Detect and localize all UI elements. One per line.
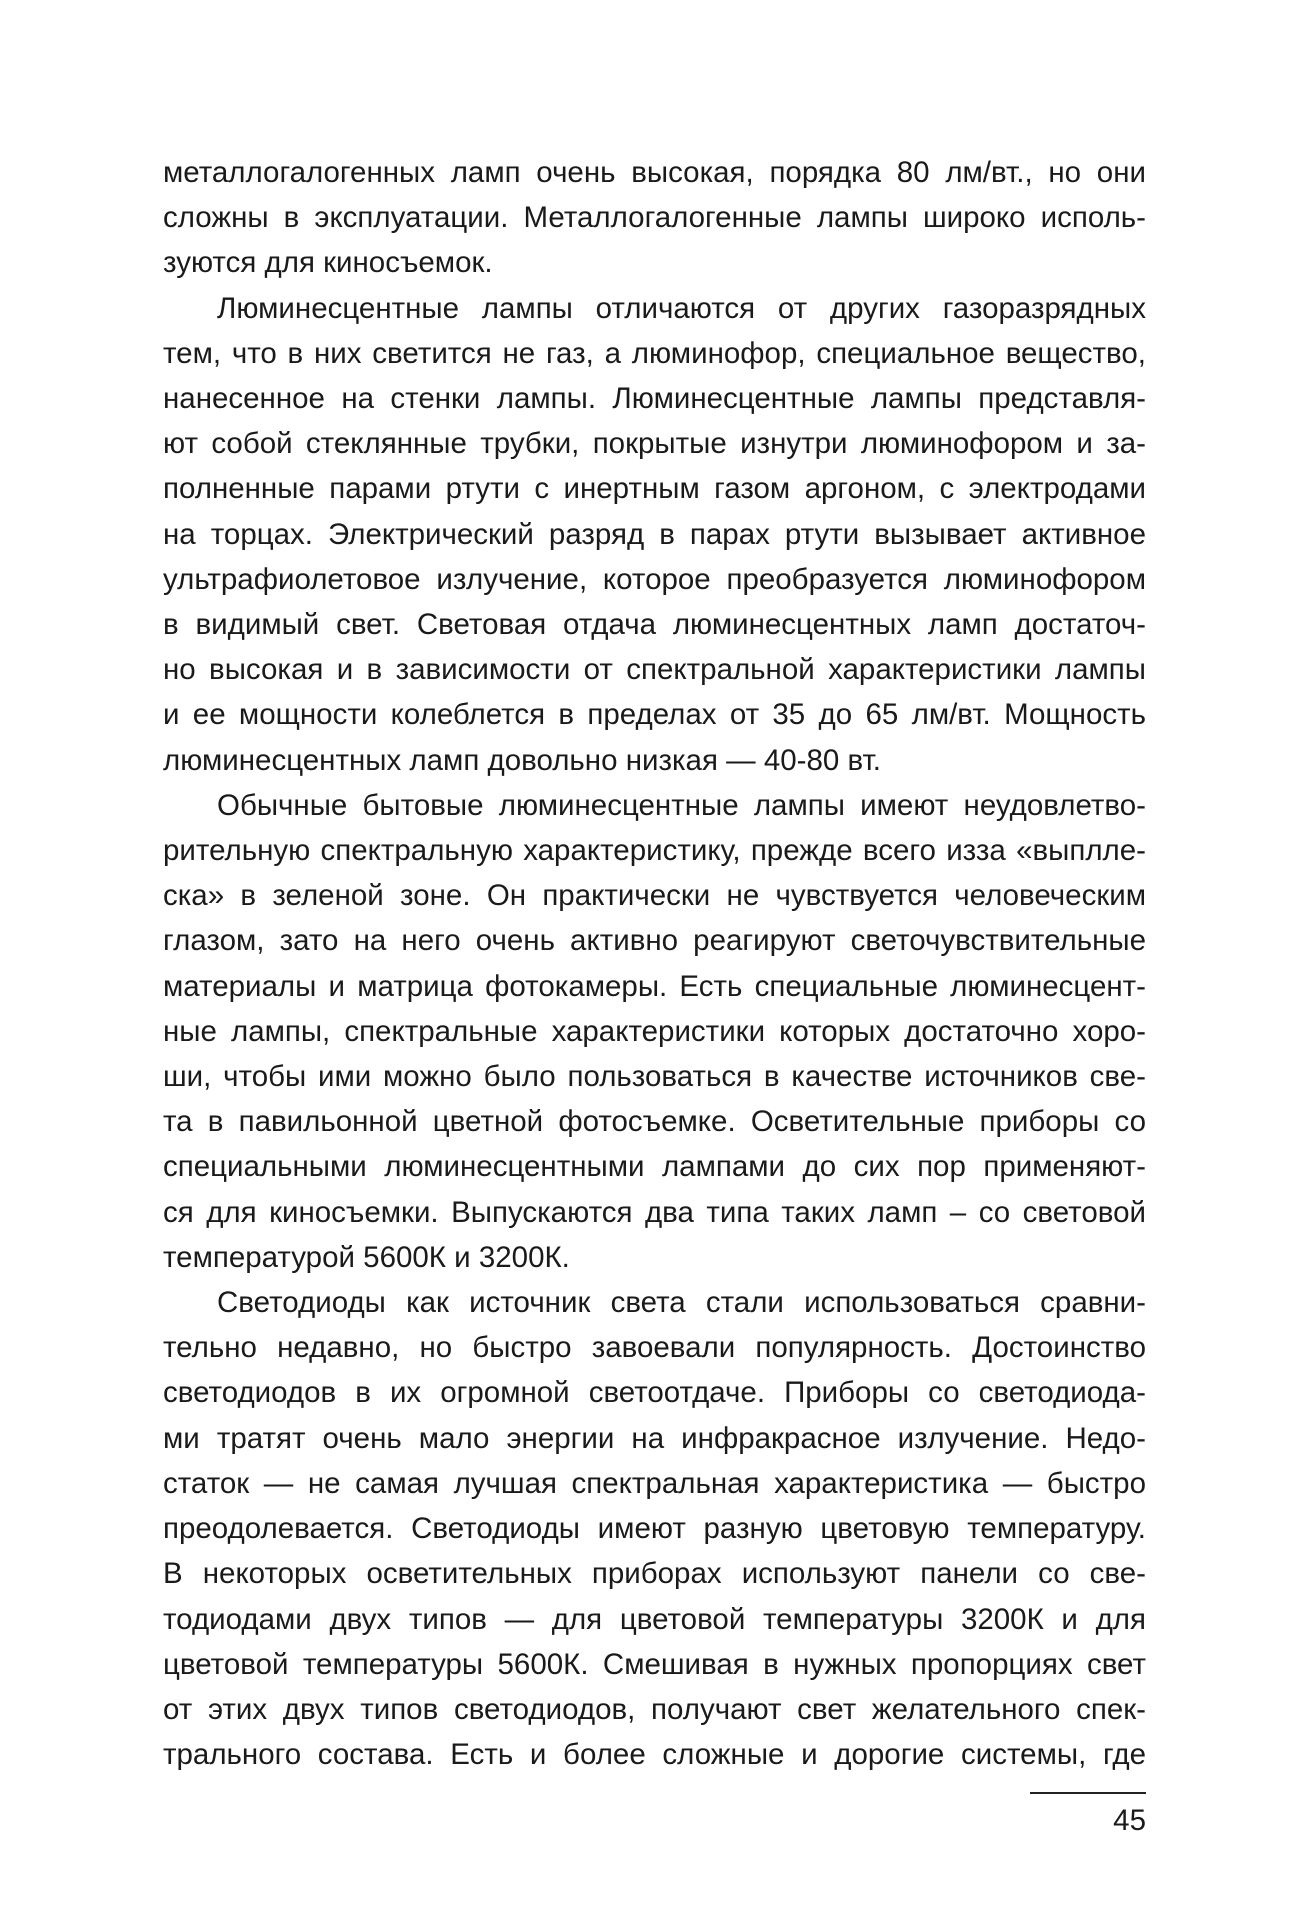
text-line: преодолевается. Светодиоды имеют разную цветовую температуру.: [163, 1512, 1146, 1546]
text-line: материалы и матрица фотокамеры. Есть специальные люминесцент-: [163, 969, 1146, 1003]
page-number: 45: [1113, 1804, 1146, 1837]
text-line: в видимый свет. Световая отдача люминесцентных ламп достаточ-: [163, 608, 1146, 642]
text-line: Обычные бытовые люминесцентные лампы имеют неудовлетво-: [217, 788, 1146, 822]
paragraph-2: [163, 286, 1146, 783]
text-line: ные лампы, спектральные характеристики которых достаточно хоро-: [163, 1014, 1146, 1048]
text-line: статок — не самая лучшая спектральная характеристика — быстро: [163, 1466, 1146, 1500]
text-line: от этих двух типов светодиодов, получают свет желательного спек-: [163, 1692, 1146, 1726]
footer-rule: [1030, 1792, 1146, 1794]
text-line: зуются для киносъемок.: [163, 246, 493, 280]
text-line: Светодиоды как источник света стали использоваться сравни-: [217, 1286, 1146, 1320]
page-body: [163, 150, 1146, 1777]
text-line: ми тратят очень мало энергии на инфракрасное излучение. Недо-: [163, 1421, 1146, 1455]
text-line: полненные парами ртути с инертным газом аргоном, с электродами: [163, 472, 1146, 506]
text-line: ска» в зеленой зоне. Он практически не чувствуется человеческим: [163, 879, 1146, 913]
text-line: ся для киносъемки. Выпускаются два типа таких ламп – со световой: [163, 1195, 1146, 1229]
text-line: но высокая и в зависимости от спектральной характеристики лампы: [163, 653, 1146, 687]
text-line: та в павильонной цветной фотосъемке. Осветительные приборы со: [163, 1105, 1146, 1139]
text-line: нанесенное на стенки лампы. Люминесцентные лампы представля-: [163, 382, 1146, 416]
text-line: В некоторых осветительных приборах используют панели со све-: [163, 1557, 1146, 1591]
text-line: ультрафиолетовое излучение, которое преобразуется люминофором: [163, 562, 1146, 596]
paragraph-3: [163, 783, 1146, 1280]
text-line: люминесцентных ламп довольно низкая — 40-80 вт.: [163, 743, 881, 777]
text-line: на торцах. Электрический разряд в парах ртути вызывает активное: [163, 517, 1146, 551]
text-line: сложны в эксплуатации. Металлогалогенные лампы широко исполь-: [163, 201, 1146, 235]
text-line: светодиодов в их огромной светоотдаче. Приборы со светодиода-: [163, 1376, 1146, 1410]
text-line: глазом, зато на него очень активно реагируют светочувствительные: [163, 924, 1146, 958]
text-line: цветовой температуры 5600К. Смешивая в нужных пропорциях свет: [163, 1647, 1146, 1681]
paragraph-4: [163, 1280, 1146, 1777]
paragraph-1: [163, 150, 1146, 286]
text-line: тодиодами двух типов — для цветовой температуры 3200К и для: [163, 1602, 1146, 1636]
text-line: температурой 5600К и 3200К.: [163, 1240, 570, 1274]
text-line: тельно недавно, но быстро завоевали популярность. Достоинство: [163, 1331, 1146, 1365]
text-line: металлогалогенных ламп очень высокая, порядка 80 лм/вт., но они: [163, 156, 1146, 189]
text-line: Люминесцентные лампы отличаются от других газоразрядных: [217, 291, 1146, 325]
text-line: трального состава. Есть и более сложные и дорогие системы, где: [163, 1738, 1146, 1772]
text-line: ши, чтобы ими можно было пользоваться в качестве источников све-: [163, 1060, 1146, 1094]
text-line: и ее мощности колеблется в пределах от 35 до 65 лм/вт. Мощность: [163, 698, 1146, 732]
text-line: специальными люминесцентными лампами до сих пор применяют-: [163, 1150, 1146, 1184]
text-line: тем, что в них светится не газ, а люминофор, специальное вещество,: [163, 336, 1146, 370]
text-line: рительную спектральную характеристику, прежде всего изза «выплле-: [163, 834, 1146, 868]
text-line: ют собой стеклянные трубки, покрытые изнутри люминофором и за-: [163, 427, 1146, 461]
